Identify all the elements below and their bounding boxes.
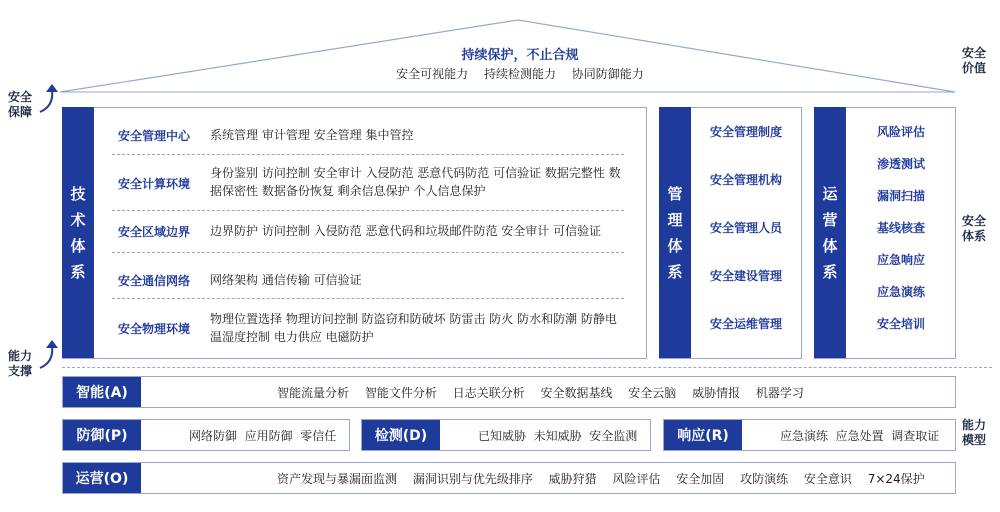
ops-item: 应急演练 xyxy=(876,285,925,299)
capability-detect-text: 已知威胁 未知威胁 安全监测 xyxy=(478,428,638,443)
curved-arrow-icon xyxy=(36,340,60,372)
tech-row-text: 系统管理 审计管理 安全管理 集中管控 xyxy=(210,128,414,142)
capability-intel xyxy=(62,376,956,408)
mgmt-item: 安全管理人员 xyxy=(709,221,782,235)
capability-detect-tag: 检测(D) xyxy=(362,420,440,450)
tech-system-title: 技术体系 xyxy=(70,184,86,281)
ops-item: 风险评估 xyxy=(876,125,925,139)
ops-item: 应急响应 xyxy=(876,253,925,267)
tech-row-text: 边界防护 访问控制 入侵防范 恶意代码和垃圾邮件防范 安全审计 可信验证 xyxy=(210,224,602,238)
tech-row-label: 安全通信网络 xyxy=(118,274,191,288)
label-capability-model: 能力模型 xyxy=(961,418,986,447)
mgmt-item: 安全运维管理 xyxy=(709,317,782,331)
divider xyxy=(112,298,624,299)
capability-ops-tag: 运营(O) xyxy=(63,463,141,493)
tech-row-text: 物理位置选择 物理访问控制 防盗窃和防破坏 防雷击 防火 防水和防潮 防静电 温湿度控制 电力供应 电磁防护 xyxy=(210,312,617,344)
divider xyxy=(112,210,624,211)
curved-arrow-icon xyxy=(36,84,60,116)
mgmt-item: 安全建设管理 xyxy=(709,269,782,283)
mgmt-item: 安全管理制度 xyxy=(709,125,782,139)
ops-item: 渗透测试 xyxy=(876,157,925,171)
separator-line xyxy=(62,367,992,368)
ops-system-title-bar xyxy=(814,107,846,358)
capability-defense-tag: 防御(P) xyxy=(63,420,141,450)
capability-detect xyxy=(361,419,651,451)
capability-defense-text: 网络防御 应用防御 零信任 xyxy=(189,428,337,443)
ops-item: 漏洞扫描 xyxy=(876,189,925,203)
tech-row-label: 安全区域边界 xyxy=(118,225,191,239)
mgmt-system-title: 管理体系 xyxy=(667,184,683,281)
divider xyxy=(112,252,624,253)
capability-ops xyxy=(62,462,956,494)
ops-item: 基线核查 xyxy=(876,221,925,235)
roof-capabilities: 安全可视能力 持续检测能力 协同防御能力 xyxy=(396,67,644,81)
capability-defense xyxy=(62,419,350,451)
mgmt-item: 安全管理机构 xyxy=(709,173,782,187)
tech-row-text: 网络架构 通信传输 可信验证 xyxy=(210,273,362,287)
ops-item: 安全培训 xyxy=(876,317,925,331)
divider xyxy=(112,154,624,155)
label-security-system: 安全体系 xyxy=(961,214,986,243)
label-security-guarantee: 安全保障 xyxy=(7,90,32,119)
capability-respond-text: 应急演练 应急处置 调查取证 xyxy=(780,428,940,443)
label-capability-support: 能力支撑 xyxy=(7,349,32,378)
capability-respond-tag: 响应(R) xyxy=(664,420,742,450)
ops-system-title: 运营体系 xyxy=(822,184,838,281)
mgmt-system-title-bar xyxy=(659,107,691,358)
tech-system-title-bar xyxy=(62,107,94,358)
capability-intel-text: 智能流量分析 智能文件分析 日志关联分析 安全数据基线 安全云脑 威胁情报 机器学习 xyxy=(277,385,804,400)
capability-respond xyxy=(663,419,956,451)
tech-row-text: 身份鉴别 访问控制 安全审计 入侵防范 恶意代码防范 可信验证 数据完整性 数据保密性 数据备份恢复 剩余信息保护 个人信息保护 xyxy=(210,166,621,198)
capability-ops-text: 资产发现与暴漏面监测 漏洞识别与优先级排序 威胁狩猎 风险评估 安全加固 攻防演练 安全意识 7×24保护 xyxy=(277,471,925,486)
label-security-value: 安全价值 xyxy=(961,46,986,75)
capability-intel-tag: 智能(A) xyxy=(63,377,141,407)
tech-row-label: 安全管理中心 xyxy=(118,129,191,143)
tech-row-label: 安全物理环境 xyxy=(118,322,191,336)
tech-row-label: 安全计算环境 xyxy=(118,177,191,191)
roof-title: 持续保护，不止合规 xyxy=(461,48,579,63)
